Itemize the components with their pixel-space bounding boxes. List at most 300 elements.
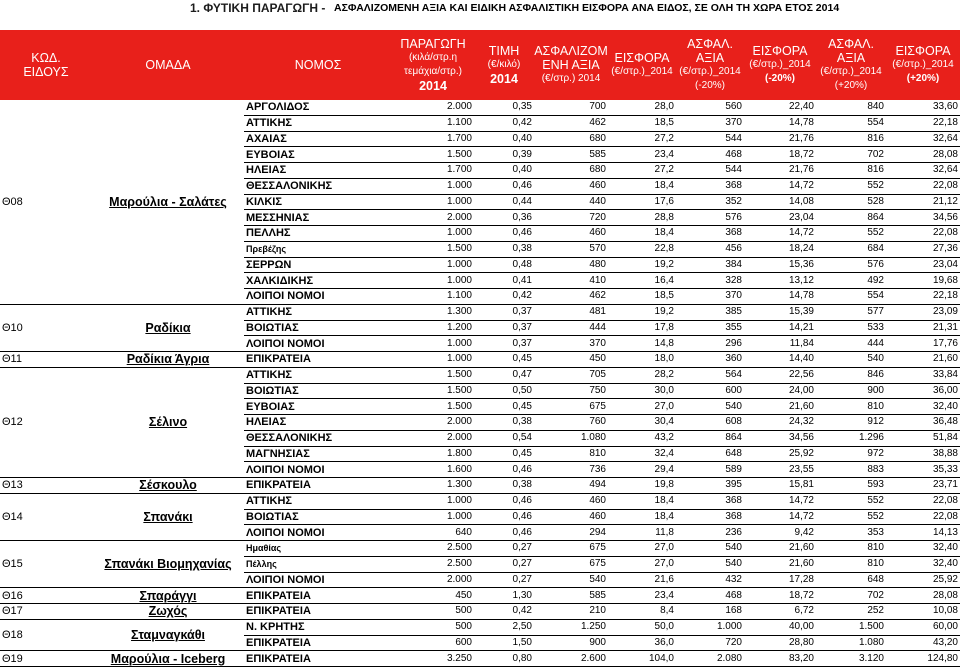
value-cell: 33,60 bbox=[886, 100, 960, 115]
value-cell: 10,08 bbox=[886, 604, 960, 620]
species-code: Θ12 bbox=[0, 367, 92, 477]
value-cell: 1.000 bbox=[392, 273, 474, 289]
value-cell: 21,6 bbox=[608, 572, 676, 588]
group-name bbox=[92, 604, 244, 620]
species-code: Θ18 bbox=[0, 619, 92, 651]
value-cell: 32,4 bbox=[608, 446, 676, 462]
value-cell: 28,8 bbox=[608, 210, 676, 226]
nomos-cell: ΛΟΙΠΟΙ ΝΟΜΟΙ bbox=[244, 462, 392, 478]
title-part-1: 1. ΦΥΤΙΚΗ ΠΑΡΑΓΩΓΗ - bbox=[190, 1, 326, 15]
value-cell: 17,6 bbox=[608, 194, 676, 210]
header-insured-line: ΑΣΦΑΛΙΖΟΜ bbox=[534, 44, 608, 58]
value-cell: 1.000 bbox=[392, 178, 474, 194]
value-cell: 36,00 bbox=[886, 383, 960, 399]
value-cell: 760 bbox=[534, 415, 608, 431]
value-cell: 468 bbox=[676, 147, 744, 163]
value-cell: 21,12 bbox=[886, 194, 960, 210]
group-name-text: Σταμναγκάθι bbox=[131, 628, 205, 642]
value-cell: 14,72 bbox=[744, 178, 816, 194]
value-cell: 27,2 bbox=[608, 131, 676, 147]
nomos-cell: ΕΠΙΚΡΑΤΕΙΑ bbox=[244, 588, 392, 604]
value-cell: 14,72 bbox=[744, 493, 816, 509]
value-cell: 38,88 bbox=[886, 446, 960, 462]
value-cell: 21,60 bbox=[886, 352, 960, 368]
value-cell: 370 bbox=[676, 289, 744, 305]
page-title bbox=[0, 0, 960, 30]
value-cell: 22,40 bbox=[744, 100, 816, 115]
value-cell: 22,8 bbox=[608, 241, 676, 257]
header-ins-p20-line: (€/στρ.)_2014 bbox=[820, 66, 882, 77]
table-row bbox=[0, 478, 960, 494]
value-cell: 500 bbox=[392, 619, 474, 635]
value-cell: 18,0 bbox=[608, 352, 676, 368]
value-cell: 6,72 bbox=[744, 604, 816, 620]
value-cell: 21,31 bbox=[886, 320, 960, 336]
header-nomos-line: ΝΟΜΟΣ bbox=[294, 58, 342, 72]
header-contribution bbox=[608, 30, 676, 100]
header-contribution-plus-20 bbox=[886, 30, 960, 100]
value-cell: 14,78 bbox=[744, 115, 816, 131]
value-cell: 14,13 bbox=[886, 525, 960, 541]
group-name bbox=[92, 100, 244, 304]
value-cell: 2.000 bbox=[392, 210, 474, 226]
header-ins-m20-line: (€/στρ.)_2014 bbox=[679, 66, 741, 77]
header-insured-plus-20 bbox=[816, 30, 886, 100]
value-cell: 27,2 bbox=[608, 163, 676, 179]
header-contrib-m20-line: (-20%) bbox=[764, 73, 795, 84]
value-cell: 27,0 bbox=[608, 399, 676, 415]
value-cell: 0,44 bbox=[474, 194, 534, 210]
header-insured-line: ΕΝΗ ΑΞΙΑ bbox=[542, 58, 600, 72]
value-cell: 18,4 bbox=[608, 178, 676, 194]
group-name-text: Σπανάκι bbox=[143, 509, 193, 524]
header-insured-line: (€/στρ.) 2014 bbox=[541, 73, 601, 84]
value-cell: 0,38 bbox=[474, 241, 534, 257]
value-cell: 23,55 bbox=[744, 462, 816, 478]
species-code: Θ19 bbox=[0, 651, 92, 667]
nomos-cell: Πρεβέζης bbox=[244, 241, 392, 257]
table-row bbox=[0, 541, 960, 557]
value-cell: 3.250 bbox=[392, 651, 474, 667]
value-cell: 1.000 bbox=[392, 352, 474, 368]
value-cell: 0,48 bbox=[474, 257, 534, 273]
value-cell: 468 bbox=[676, 588, 744, 604]
value-cell: 600 bbox=[676, 383, 744, 399]
value-cell: 540 bbox=[816, 352, 886, 368]
value-cell: 18,72 bbox=[744, 588, 816, 604]
header-nomos bbox=[244, 30, 392, 100]
value-cell: 702 bbox=[816, 147, 886, 163]
value-cell: 23,04 bbox=[744, 210, 816, 226]
value-cell: 360 bbox=[676, 352, 744, 368]
nomos-cell: Πέλλης bbox=[244, 556, 392, 572]
value-cell: 0,37 bbox=[474, 336, 534, 352]
value-cell: 21,76 bbox=[744, 163, 816, 179]
value-cell: 460 bbox=[534, 178, 608, 194]
value-cell: 1,50 bbox=[474, 635, 534, 651]
value-cell: 2.000 bbox=[392, 430, 474, 446]
value-cell: 21,60 bbox=[744, 399, 816, 415]
value-cell: 16,4 bbox=[608, 273, 676, 289]
value-cell: 648 bbox=[816, 572, 886, 588]
value-cell: 40,00 bbox=[744, 619, 816, 635]
value-cell: 1.500 bbox=[392, 147, 474, 163]
value-cell: 21,60 bbox=[744, 541, 816, 557]
nomos-cell: Ημαθίας bbox=[244, 541, 392, 557]
table-row bbox=[0, 367, 960, 383]
value-cell: 1.500 bbox=[392, 383, 474, 399]
species-code: Θ14 bbox=[0, 493, 92, 540]
value-cell: 1.500 bbox=[392, 367, 474, 383]
nomos-cell: ΑΤΤΙΚΗΣ bbox=[244, 493, 392, 509]
header-contrib-m20-line: (€/στρ.)_2014 bbox=[749, 59, 811, 70]
header-group-line: ΟΜΑΔΑ bbox=[145, 58, 191, 72]
group-name bbox=[92, 352, 244, 368]
value-cell: 355 bbox=[676, 320, 744, 336]
nomos-cell: ΕΠΙΚΡΑΤΕΙΑ bbox=[244, 352, 392, 368]
value-cell: 585 bbox=[534, 588, 608, 604]
value-cell: 552 bbox=[816, 226, 886, 242]
value-cell: 33,84 bbox=[886, 367, 960, 383]
value-cell: 353 bbox=[816, 525, 886, 541]
value-cell: 864 bbox=[816, 210, 886, 226]
value-cell: 28,80 bbox=[744, 635, 816, 651]
header-contrib-p20-line: ΕΙΣΦΟΡΑ bbox=[895, 44, 951, 58]
nomos-cell: ΕΥΒΟΙΑΣ bbox=[244, 399, 392, 415]
value-cell: 492 bbox=[816, 273, 886, 289]
value-cell: 900 bbox=[816, 383, 886, 399]
value-cell: 124,80 bbox=[886, 651, 960, 667]
value-cell: 1.800 bbox=[392, 446, 474, 462]
value-cell: 25,92 bbox=[744, 446, 816, 462]
value-cell: 0,41 bbox=[474, 273, 534, 289]
header-code bbox=[0, 30, 92, 100]
value-cell: 600 bbox=[392, 635, 474, 651]
header-ins-m20-line: ΑΞΙΑ bbox=[695, 51, 725, 65]
value-cell: 15,39 bbox=[744, 304, 816, 320]
group-name bbox=[92, 493, 244, 540]
value-cell: 17,76 bbox=[886, 336, 960, 352]
value-cell: 648 bbox=[676, 446, 744, 462]
value-cell: 0,50 bbox=[474, 383, 534, 399]
value-cell: 1.250 bbox=[534, 619, 608, 635]
value-cell: 2.000 bbox=[392, 100, 474, 115]
value-cell: 23,4 bbox=[608, 147, 676, 163]
value-cell: 18,4 bbox=[608, 509, 676, 525]
species-code: Θ11 bbox=[0, 352, 92, 368]
value-cell: 1.300 bbox=[392, 478, 474, 494]
header-insured-value bbox=[534, 30, 608, 100]
value-cell: 210 bbox=[534, 604, 608, 620]
nomos-cell: ΠΕΛΛΗΣ bbox=[244, 226, 392, 242]
value-cell: 0,38 bbox=[474, 415, 534, 431]
value-cell: 533 bbox=[816, 320, 886, 336]
nomos-cell: ΚΙΛΚΙΣ bbox=[244, 194, 392, 210]
value-cell: 370 bbox=[676, 115, 744, 131]
value-cell: 23,09 bbox=[886, 304, 960, 320]
nomos-cell: ΕΥΒΟΙΑΣ bbox=[244, 147, 392, 163]
value-cell: 18,24 bbox=[744, 241, 816, 257]
value-cell: 750 bbox=[534, 383, 608, 399]
nomos-cell: ΑΤΤΙΚΗΣ bbox=[244, 304, 392, 320]
value-cell: 32,40 bbox=[886, 541, 960, 557]
value-cell: 1.000 bbox=[392, 194, 474, 210]
value-cell: 60,00 bbox=[886, 619, 960, 635]
nomos-cell: ΣΕΡΡΩΝ bbox=[244, 257, 392, 273]
nomos-cell: ΛΟΙΠΟΙ ΝΟΜΟΙ bbox=[244, 572, 392, 588]
header-contrib-line: ΕΙΣΦΟΡΑ bbox=[614, 51, 670, 65]
value-cell: 34,56 bbox=[744, 430, 816, 446]
title-part-2: ΑΣΦΑΛΙΖΟΜΕΝΗ ΑΞΙΑ ΚΑΙ ΕΙΔΙΚΗ ΑΣΦΑΛΙΣΤΙΚΗ ΕΙΣΦΟΡΑ ΑΝΑ ΕΙΔΟΣ, ΣΕ ΟΛΗ ΤΗ ΧΩΡΑ ΕΤΟΣ 2014 bbox=[334, 2, 840, 14]
value-cell: 0,37 bbox=[474, 320, 534, 336]
value-cell: 2.000 bbox=[392, 415, 474, 431]
value-cell: 0,38 bbox=[474, 478, 534, 494]
value-cell: 540 bbox=[676, 556, 744, 572]
value-cell: 554 bbox=[816, 289, 886, 305]
nomos-cell: ΧΑΛΚΙΔΙΚΗΣ bbox=[244, 273, 392, 289]
nomos-cell: ΑΡΓΟΛΙΔΟΣ bbox=[244, 100, 392, 115]
value-cell: 1.000 bbox=[392, 257, 474, 273]
value-cell: 1.100 bbox=[392, 115, 474, 131]
value-cell: 576 bbox=[816, 257, 886, 273]
value-cell: 14,72 bbox=[744, 509, 816, 525]
value-cell: 1.000 bbox=[392, 226, 474, 242]
nomos-cell: ΒΟΙΩΤΙΑΣ bbox=[244, 383, 392, 399]
value-cell: 29,4 bbox=[608, 462, 676, 478]
value-cell: 705 bbox=[534, 367, 608, 383]
header-contrib-m20-line: ΕΙΣΦΟΡΑ bbox=[752, 44, 808, 58]
value-cell: 27,0 bbox=[608, 541, 676, 557]
value-cell: 14,78 bbox=[744, 289, 816, 305]
value-cell: 9,42 bbox=[744, 525, 816, 541]
value-cell: 462 bbox=[534, 115, 608, 131]
value-cell: 32,64 bbox=[886, 131, 960, 147]
value-cell: 500 bbox=[392, 604, 474, 620]
value-cell: 18,72 bbox=[744, 147, 816, 163]
value-cell: 0,39 bbox=[474, 147, 534, 163]
value-cell: 0,46 bbox=[474, 525, 534, 541]
value-cell: 1.700 bbox=[392, 131, 474, 147]
header-contribution-minus-20 bbox=[744, 30, 816, 100]
header-production-line: 2014 bbox=[419, 79, 447, 93]
value-cell: 27,36 bbox=[886, 241, 960, 257]
value-cell: 544 bbox=[676, 131, 744, 147]
value-cell: 1.080 bbox=[534, 430, 608, 446]
value-cell: 22,18 bbox=[886, 289, 960, 305]
value-cell: 252 bbox=[816, 604, 886, 620]
value-cell: 444 bbox=[534, 320, 608, 336]
group-name-text: Σπανάκι Βιομηχανίας bbox=[104, 557, 232, 572]
nomos-cell: ΑΤΤΙΚΗΣ bbox=[244, 115, 392, 131]
value-cell: 17,28 bbox=[744, 572, 816, 588]
value-cell: 432 bbox=[676, 572, 744, 588]
value-cell: 480 bbox=[534, 257, 608, 273]
value-cell: 14,40 bbox=[744, 352, 816, 368]
header-ins-p20-line: ΑΞΙΑ bbox=[836, 51, 866, 65]
value-cell: 14,72 bbox=[744, 226, 816, 242]
value-cell: 552 bbox=[816, 493, 886, 509]
value-cell: 34,56 bbox=[886, 210, 960, 226]
value-cell: 460 bbox=[534, 509, 608, 525]
species-code: Θ13 bbox=[0, 478, 92, 494]
value-cell: 864 bbox=[676, 430, 744, 446]
group-name bbox=[92, 304, 244, 351]
nomos-cell: ΑΤΤΙΚΗΣ bbox=[244, 367, 392, 383]
value-cell: 14,8 bbox=[608, 336, 676, 352]
value-cell: 816 bbox=[816, 163, 886, 179]
header-ins-p20-line: ΑΣΦΑΛ. bbox=[828, 37, 874, 51]
nomos-cell: ΕΠΙΚΡΑΤΕΙΑ bbox=[244, 635, 392, 651]
value-cell: 1.200 bbox=[392, 320, 474, 336]
value-cell: 736 bbox=[534, 462, 608, 478]
group-name-text: Ραδίκια Άγρια bbox=[126, 352, 210, 367]
value-cell: 900 bbox=[534, 635, 608, 651]
value-cell: 720 bbox=[534, 210, 608, 226]
header-code-line: ΚΩΔ. bbox=[31, 51, 61, 65]
value-cell: 13,12 bbox=[744, 273, 816, 289]
nomos-cell: ΒΟΙΩΤΙΑΣ bbox=[244, 320, 392, 336]
value-cell: 0,27 bbox=[474, 541, 534, 557]
value-cell: 816 bbox=[816, 131, 886, 147]
value-cell: 0,47 bbox=[474, 367, 534, 383]
value-cell: 0,37 bbox=[474, 304, 534, 320]
value-cell: 720 bbox=[676, 635, 744, 651]
value-cell: 680 bbox=[534, 163, 608, 179]
nomos-cell: ΗΛΕΙΑΣ bbox=[244, 163, 392, 179]
value-cell: 28,08 bbox=[886, 588, 960, 604]
value-cell: 552 bbox=[816, 509, 886, 525]
header-contrib-line: (€/στρ.)_2014 bbox=[611, 66, 673, 77]
header-contrib-p20-line: (+20%) bbox=[906, 73, 940, 84]
value-cell: 50,0 bbox=[608, 619, 676, 635]
value-cell: 14,21 bbox=[744, 320, 816, 336]
value-cell: 0,42 bbox=[474, 289, 534, 305]
table-row bbox=[0, 604, 960, 620]
value-cell: 32,64 bbox=[886, 163, 960, 179]
value-cell: 24,00 bbox=[744, 383, 816, 399]
value-cell: 3.120 bbox=[816, 651, 886, 667]
nomos-cell: ΛΟΙΠΟΙ ΝΟΜΟΙ bbox=[244, 525, 392, 541]
value-cell: 0,40 bbox=[474, 163, 534, 179]
value-cell: 640 bbox=[392, 525, 474, 541]
value-cell: 11,84 bbox=[744, 336, 816, 352]
value-cell: 51,84 bbox=[886, 430, 960, 446]
value-cell: 1.080 bbox=[816, 635, 886, 651]
header-insured-minus-20 bbox=[676, 30, 744, 100]
value-cell: 14,08 bbox=[744, 194, 816, 210]
value-cell: 810 bbox=[816, 399, 886, 415]
value-cell: 1.500 bbox=[392, 241, 474, 257]
value-cell: 36,0 bbox=[608, 635, 676, 651]
value-cell: 17,8 bbox=[608, 320, 676, 336]
value-cell: 528 bbox=[816, 194, 886, 210]
nomos-cell: ΒΟΙΩΤΙΑΣ bbox=[244, 509, 392, 525]
value-cell: 840 bbox=[816, 100, 886, 115]
value-cell: 810 bbox=[816, 556, 886, 572]
nomos-cell: ΗΛΕΙΑΣ bbox=[244, 415, 392, 431]
nomos-cell: ΕΠΙΚΡΑΤΕΙΑ bbox=[244, 604, 392, 620]
species-code: Θ08 bbox=[0, 100, 92, 304]
value-cell: 32,40 bbox=[886, 399, 960, 415]
group-name bbox=[92, 541, 244, 588]
species-code: Θ17 bbox=[0, 604, 92, 620]
group-name-text: Ραδίκια bbox=[145, 320, 191, 335]
value-cell: 368 bbox=[676, 226, 744, 242]
value-cell: 296 bbox=[676, 336, 744, 352]
value-cell: 1.500 bbox=[816, 619, 886, 635]
value-cell: 1.296 bbox=[816, 430, 886, 446]
value-cell: 294 bbox=[534, 525, 608, 541]
value-cell: 0,40 bbox=[474, 131, 534, 147]
value-cell: 0,36 bbox=[474, 210, 534, 226]
value-cell: 30,0 bbox=[608, 383, 676, 399]
table-row bbox=[0, 100, 960, 115]
header-production-line: (κιλά/στρ.η bbox=[408, 52, 458, 63]
value-cell: 43,2 bbox=[608, 430, 676, 446]
value-cell: 32,40 bbox=[886, 556, 960, 572]
value-cell: 552 bbox=[816, 178, 886, 194]
value-cell: 328 bbox=[676, 273, 744, 289]
header-ins-m20-line: (-20%) bbox=[694, 80, 725, 91]
value-cell: 684 bbox=[816, 241, 886, 257]
value-cell: 36,48 bbox=[886, 415, 960, 431]
value-cell: 352 bbox=[676, 194, 744, 210]
table-row bbox=[0, 304, 960, 320]
value-cell: 1.100 bbox=[392, 289, 474, 305]
value-cell: 702 bbox=[816, 588, 886, 604]
value-cell: 19,2 bbox=[608, 257, 676, 273]
value-cell: 28,08 bbox=[886, 147, 960, 163]
value-cell: 846 bbox=[816, 367, 886, 383]
value-cell: 368 bbox=[676, 493, 744, 509]
value-cell: 0,27 bbox=[474, 572, 534, 588]
value-cell: 11,8 bbox=[608, 525, 676, 541]
value-cell: 0,45 bbox=[474, 446, 534, 462]
value-cell: 15,81 bbox=[744, 478, 816, 494]
value-cell: 0,35 bbox=[474, 100, 534, 115]
table-row bbox=[0, 493, 960, 509]
group-name bbox=[92, 478, 244, 494]
species-code: Θ16 bbox=[0, 588, 92, 604]
header-contrib-p20-line: (€/στρ.)_2014 bbox=[892, 59, 954, 70]
nomos-cell: ΕΠΙΚΡΑΤΕΙΑ bbox=[244, 478, 392, 494]
value-cell: 0,80 bbox=[474, 651, 534, 667]
value-cell: 810 bbox=[816, 541, 886, 557]
group-name-text: Ζωχός bbox=[148, 604, 188, 619]
value-cell: 168 bbox=[676, 604, 744, 620]
value-cell: 0,46 bbox=[474, 226, 534, 242]
value-cell: 0,46 bbox=[474, 178, 534, 194]
value-cell: 8,4 bbox=[608, 604, 676, 620]
value-cell: 28,0 bbox=[608, 100, 676, 115]
header-production-line: ΠΑΡΑΓΩΓΗ bbox=[400, 37, 466, 51]
value-cell: 810 bbox=[534, 446, 608, 462]
group-name-text: Σέλινο bbox=[148, 415, 188, 430]
value-cell: 28,2 bbox=[608, 367, 676, 383]
value-cell: 2.500 bbox=[392, 556, 474, 572]
value-cell: 0,46 bbox=[474, 462, 534, 478]
value-cell: 19,68 bbox=[886, 273, 960, 289]
value-cell: 25,92 bbox=[886, 572, 960, 588]
value-cell: 2.080 bbox=[676, 651, 744, 667]
nomos-cell: ΛΟΙΠΟΙ ΝΟΜΟΙ bbox=[244, 289, 392, 305]
nomos-cell: ΘΕΣΣΑΛΟΝΙΚΗΣ bbox=[244, 178, 392, 194]
value-cell: 1,30 bbox=[474, 588, 534, 604]
value-cell: 680 bbox=[534, 131, 608, 147]
value-cell: 104,0 bbox=[608, 651, 676, 667]
value-cell: 0,46 bbox=[474, 493, 534, 509]
value-cell: 2,50 bbox=[474, 619, 534, 635]
